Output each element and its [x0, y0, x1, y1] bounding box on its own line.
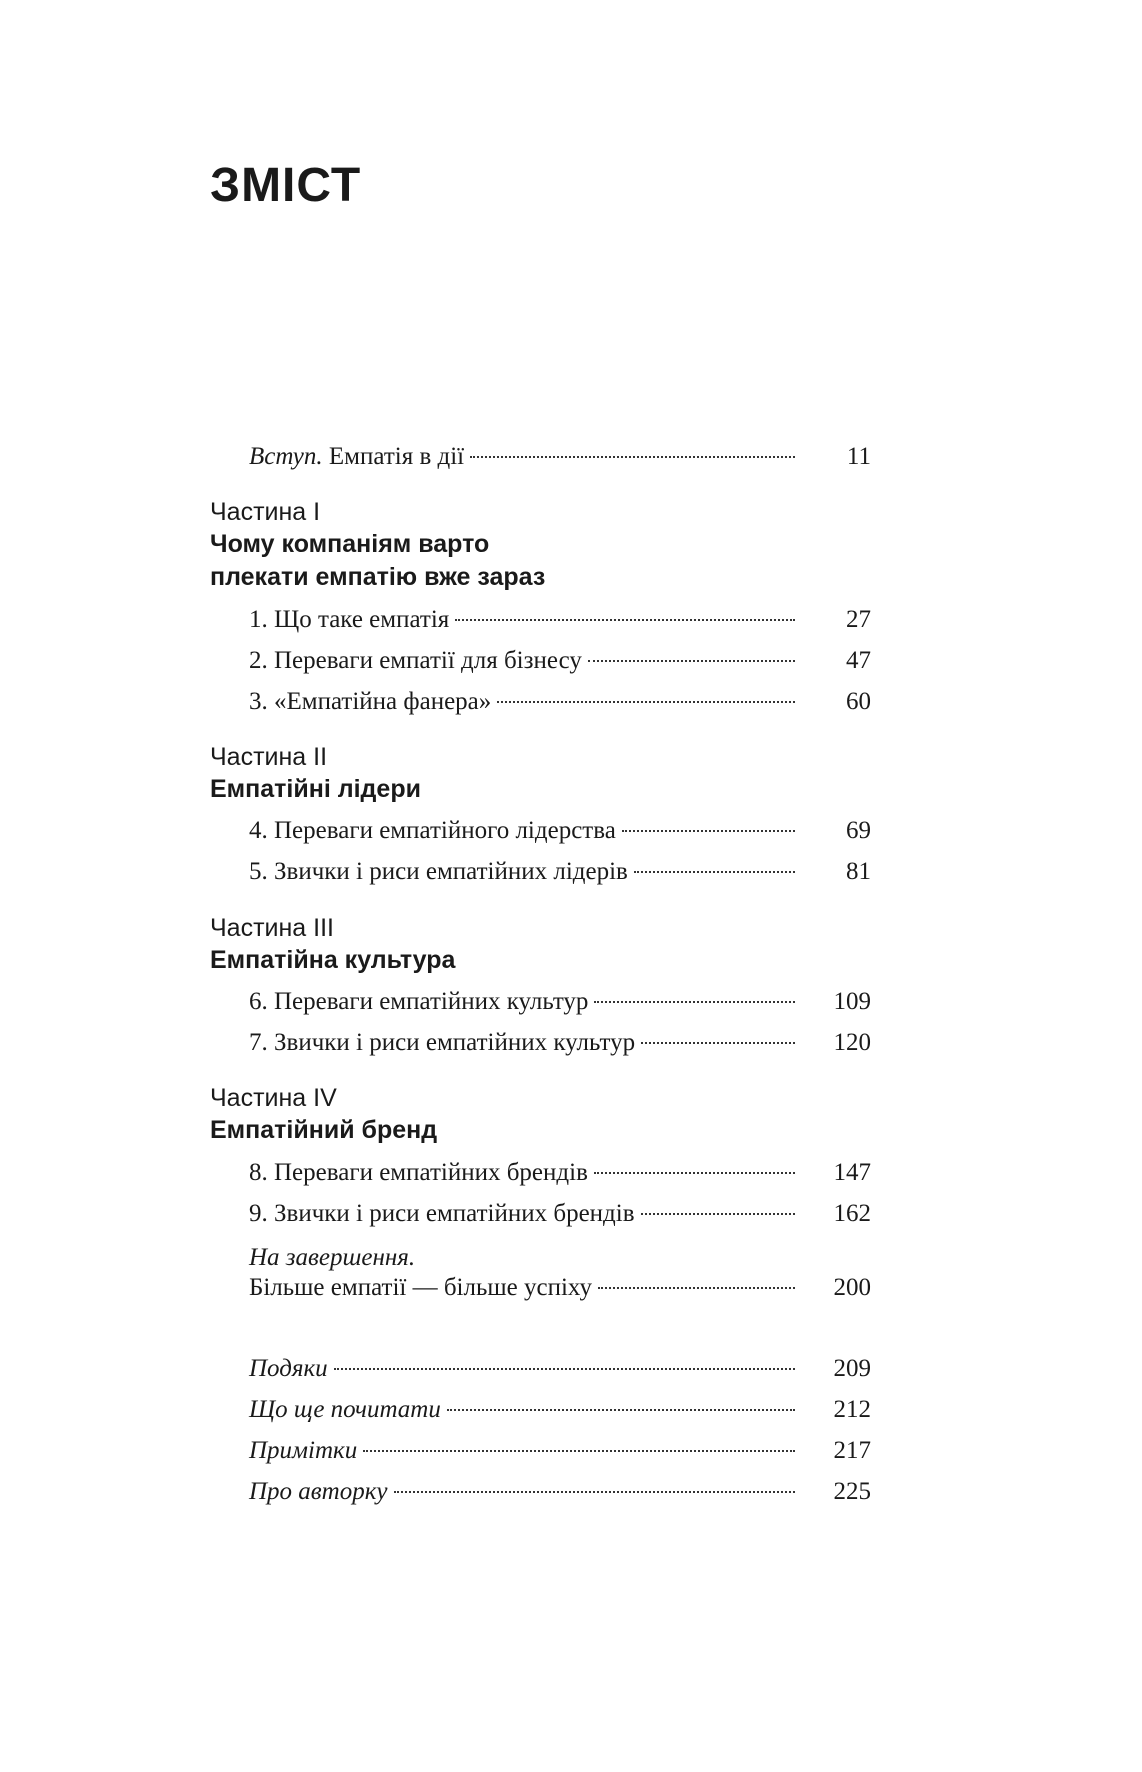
dot-leader [455, 619, 795, 621]
toc-entry-chapter-3[interactable] [249, 683, 871, 721]
toc-entry-title: Більше емпатії — більше успіху [249, 1274, 592, 1301]
intro-label-italic: Вступ. [249, 443, 323, 470]
toc-page-number: 60 [846, 688, 871, 715]
toc-entry-conclusion[interactable] [249, 1269, 871, 1307]
toc-page-number: 81 [846, 858, 871, 885]
toc-entry-chapter-6[interactable] [249, 983, 871, 1021]
dot-leader [470, 456, 795, 458]
part-title: Емпатійний бренд [210, 1116, 438, 1144]
toc-entry-chapter-7[interactable] [249, 1024, 871, 1062]
toc-page-number: 225 [833, 1478, 871, 1505]
toc-page-number: 69 [846, 817, 871, 844]
toc-entry-chapter-8[interactable] [249, 1154, 871, 1192]
dot-leader [594, 1001, 795, 1003]
dot-leader [497, 701, 795, 703]
page-title: ЗМІСТ [210, 159, 362, 212]
toc-page-number: 109 [833, 988, 871, 1015]
dot-leader [622, 830, 795, 832]
toc-entry-title: 7. Звички і риси емпатійних культур [249, 1029, 636, 1056]
toc-entry-intro[interactable] [249, 438, 871, 476]
toc-page-number: 147 [833, 1159, 871, 1186]
toc-entry-chapter-4[interactable] [249, 812, 871, 850]
part-title: Емпатійна культура [210, 946, 456, 974]
toc-entry-further-reading[interactable] [249, 1391, 871, 1429]
toc-entry-title: 2. Переваги емпатії для бізнесу [249, 647, 582, 674]
intro-label-rest: Емпатія в дії [322, 443, 465, 470]
dot-leader [634, 871, 795, 873]
toc-entry-chapter-2[interactable] [249, 642, 871, 680]
toc-entry-title: Про авторку [249, 1478, 388, 1505]
dot-leader [447, 1409, 795, 1411]
toc-entry-chapter-9[interactable] [249, 1195, 871, 1233]
toc-page-number: 212 [833, 1396, 871, 1423]
part-label: Частина I [210, 498, 321, 526]
toc-entry-title [249, 438, 464, 476]
toc-page-number: 200 [833, 1274, 871, 1301]
dot-leader [394, 1491, 795, 1493]
dot-leader [641, 1213, 795, 1215]
toc-entry-title: 6. Переваги емпатійних культур [249, 988, 589, 1015]
toc-entry-chapter-1[interactable] [249, 601, 871, 639]
dot-leader [598, 1287, 795, 1289]
toc-entry-chapter-5[interactable] [249, 853, 871, 891]
dot-leader [334, 1368, 795, 1370]
part-title: плекати емпатію вже зараз [210, 563, 546, 591]
toc-entry-title: 3. «Емпатійна фанера» [249, 688, 492, 715]
toc-entry-title: 9. Звички і риси емпатійних брендів [249, 1200, 635, 1227]
conclusion-label: На завершення. [249, 1244, 416, 1271]
toc-page-number: 217 [833, 1437, 871, 1464]
toc-page-number: 209 [833, 1355, 871, 1382]
dot-leader [641, 1042, 795, 1044]
toc-entry-title: Що ще почитати [249, 1396, 441, 1423]
toc-entry-about-author[interactable] [249, 1473, 871, 1511]
dot-leader [363, 1450, 795, 1452]
dot-leader [594, 1172, 795, 1174]
part-label: Частина IV [210, 1084, 337, 1112]
toc-entry-title: Примітки [249, 1437, 358, 1464]
part-label: Частина II [210, 743, 328, 771]
toc-page-number: 120 [833, 1029, 871, 1056]
toc-entry-title: 4. Переваги емпатійного лідерства [249, 817, 616, 844]
part-title: Чому компаніям варто [210, 530, 490, 558]
toc-entry-notes[interactable] [249, 1432, 871, 1470]
toc-entry-title: 8. Переваги емпатійних брендів [249, 1159, 588, 1186]
toc-entry-acknowledgements[interactable] [249, 1350, 871, 1388]
toc-entry-title: 1. Що таке емпатія [249, 606, 450, 633]
toc-page-number: 47 [846, 647, 871, 674]
toc-entry-title: Подяки [249, 1355, 328, 1382]
toc-entry-title: 5. Звички і риси емпатійних лідерів [249, 858, 628, 885]
part-title: Емпатійні лідери [210, 775, 421, 803]
toc-page-number: 27 [846, 606, 871, 633]
toc-page-number: 11 [846, 443, 871, 470]
dot-leader [588, 660, 795, 662]
part-label: Частина III [210, 914, 334, 942]
toc-page-number: 162 [833, 1200, 871, 1227]
